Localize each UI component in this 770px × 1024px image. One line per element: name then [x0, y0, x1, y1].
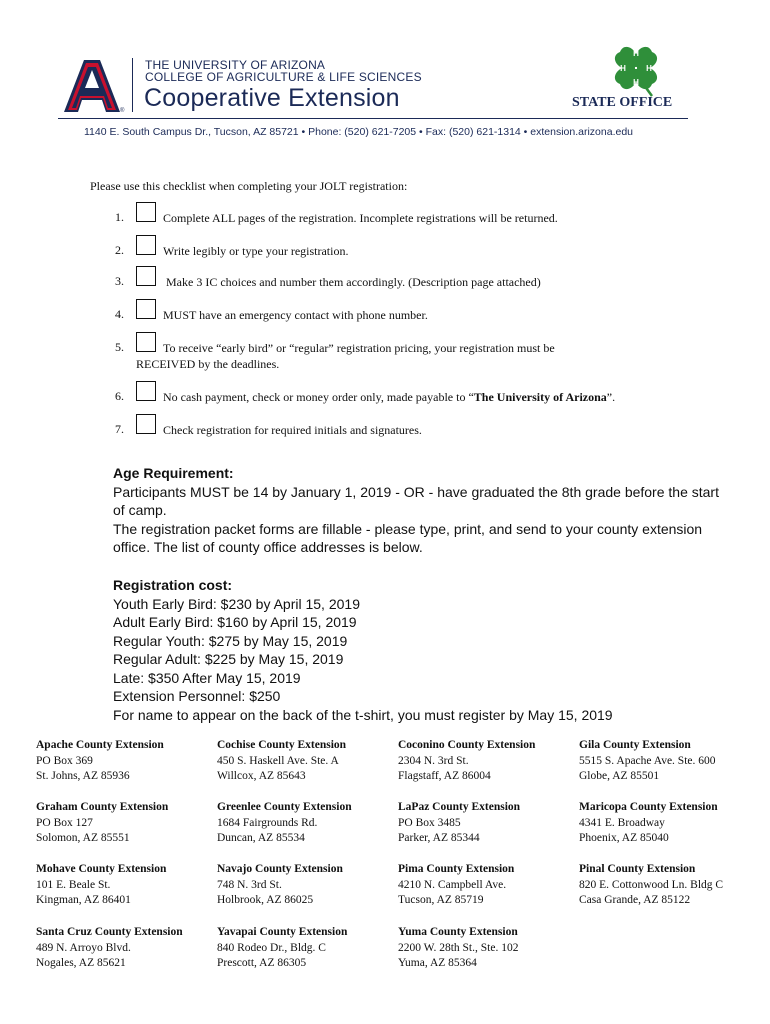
- county-office: [36, 800, 226, 847]
- county-office: [398, 925, 588, 972]
- county-office: [217, 800, 407, 847]
- county-office: [579, 738, 769, 785]
- item-number: 1.: [115, 210, 124, 224]
- county-office: [398, 738, 588, 785]
- item-number: 3.: [115, 274, 124, 288]
- clover-letter-h: H: [633, 49, 639, 58]
- registration-cost-section: [113, 576, 613, 724]
- checkbox[interactable]: [136, 381, 156, 401]
- cost-line: Regular Youth: $275 by May 15, 2019: [113, 632, 348, 649]
- county-city: Globe, AZ 85501: [579, 770, 660, 782]
- county-name: Yuma County Extension: [398, 926, 518, 938]
- payee-name: The University of Arizona: [473, 390, 607, 404]
- county-city: Tucson, AZ 85719: [398, 894, 484, 906]
- county-city: St. Johns, AZ 85936: [36, 770, 130, 782]
- checkbox[interactable]: [136, 299, 156, 319]
- county-address: 450 S. Haskell Ave. Ste. A: [217, 754, 339, 767]
- item-text: Write legibly or type your registration.: [163, 244, 349, 258]
- age-line: office. The list of county office addresses is below.: [113, 539, 423, 555]
- cost-line: Youth Early Bird: $230 by April 15, 2019: [113, 595, 360, 612]
- county-name: LaPaz County Extension: [398, 801, 521, 813]
- checklist-intro: Please use this checklist when completing your JOLT registration:: [90, 179, 408, 193]
- county-name: Apache County Extension: [36, 739, 164, 751]
- county-address: 1684 Fairgrounds Rd.: [217, 816, 318, 829]
- county-office: [398, 862, 588, 909]
- age-requirement-section: [113, 464, 719, 557]
- county-city: Solomon, AZ 85551: [36, 832, 130, 844]
- item-text: MUST have an emergency contact with phone number.: [163, 308, 428, 322]
- university-name: THE UNIVERSITY OF ARIZONA: [145, 58, 326, 72]
- county-name: Santa Cruz County Extension: [36, 926, 183, 938]
- checkbox[interactable]: [136, 266, 156, 286]
- county-address: 820 E. Cottonwood Ln. Bldg C: [579, 878, 724, 891]
- county-office: [217, 925, 407, 972]
- county-name: Cochise County Extension: [217, 739, 347, 751]
- county-city: Holbrook, AZ 86025: [217, 894, 314, 906]
- item-text: Make 3 IC choices and number them accordingly. (Description page attached): [166, 275, 541, 289]
- checkbox[interactable]: [136, 414, 156, 434]
- county-address: 101 E. Beale St.: [36, 878, 111, 891]
- county-city: Duncan, AZ 85534: [217, 832, 305, 844]
- county-name: Graham County Extension: [36, 801, 169, 813]
- county-name: Pima County Extension: [398, 863, 515, 875]
- county-name: Coconino County Extension: [398, 739, 536, 751]
- county-address: 748 N. 3rd St.: [217, 878, 282, 891]
- cost-line: For name to appear on the back of the t-shirt, you must register by May 15, 2019: [113, 706, 613, 723]
- county-name: Maricopa County Extension: [579, 801, 718, 813]
- county-name: Yavapai County Extension: [217, 926, 348, 938]
- checkbox[interactable]: [136, 202, 156, 222]
- cost-line: Regular Adult: $225 by May 15, 2019: [113, 651, 344, 667]
- county-name: Mohave County Extension: [36, 863, 167, 875]
- university-of-arizona-logo: [58, 58, 126, 114]
- checkbox[interactable]: [136, 332, 156, 352]
- item-number: 5.: [115, 340, 124, 354]
- item-number: 7.: [115, 422, 124, 436]
- county-name: Pinal County Extension: [579, 863, 696, 875]
- county-address: PO Box 127: [36, 816, 93, 829]
- checkbox[interactable]: [136, 235, 156, 255]
- cost-line: Extension Personnel: $250: [113, 688, 281, 704]
- county-city: Willcox, AZ 85643: [217, 770, 306, 782]
- county-office: [36, 862, 226, 909]
- item-text: No cash payment, check or money order only, made payable to “The University of Arizona”.: [163, 390, 616, 404]
- item-text: To receive “early bird” or “regular” registration pricing, your registration must be: [163, 341, 555, 355]
- header-divider: [132, 58, 133, 112]
- cost-line: Adult Early Bird: $160 by April 15, 2019: [113, 614, 357, 630]
- item-text: Complete ALL pages of the registration. Incomplete registrations will be returned.: [163, 211, 558, 225]
- header-rule: [58, 118, 688, 119]
- county-office: [579, 800, 769, 847]
- county-city: Nogales, AZ 85621: [36, 957, 126, 969]
- county-office: [217, 862, 407, 909]
- item-number: 6.: [115, 389, 124, 403]
- county-city: Casa Grande, AZ 85122: [579, 894, 691, 906]
- item-text: Check registration for required initials and signatures.: [163, 423, 422, 437]
- cooperative-extension-title: Cooperative Extension: [144, 84, 400, 112]
- registration-cost-heading: Registration cost:: [113, 577, 233, 593]
- cost-line: Late: $350 After May 15, 2019: [113, 669, 301, 686]
- county-office: [217, 738, 407, 785]
- age-requirement-heading: Age Requirement:: [113, 465, 234, 481]
- county-name: Gila County Extension: [579, 739, 691, 751]
- state-office-label: STATE OFFICE: [572, 95, 673, 110]
- age-line: Participants MUST be 14 by January 1, 2019 - OR - have graduated the 8th grade before the start: [113, 483, 719, 500]
- county-address: 840 Rodeo Dr., Bldg. C: [217, 941, 326, 954]
- age-line: of camp.: [113, 502, 167, 518]
- clover-letter-h: H: [620, 64, 626, 73]
- county-address: 489 N. Arroyo Blvd.: [36, 941, 131, 954]
- county-address: PO Box 369: [36, 754, 93, 767]
- county-office: [36, 925, 226, 972]
- county-city: Parker, AZ 85344: [398, 832, 480, 844]
- county-office: [579, 862, 769, 909]
- svg-text:®: ®: [120, 108, 125, 114]
- county-office: [398, 800, 588, 847]
- county-address: 4210 N. Campbell Ave.: [398, 878, 507, 891]
- age-line: The registration packet forms are fillable - please type, print, and send to your county extension: [113, 520, 703, 537]
- college-name: COLLEGE OF AGRICULTURE & LIFE SCIENCES: [145, 70, 422, 84]
- clover-letter-h: H: [646, 64, 652, 73]
- 4h-clover-icon: [608, 40, 664, 98]
- county-office: [36, 738, 226, 785]
- item-text-continued: RECEIVED by the deadlines.: [136, 357, 280, 371]
- item-number: 2.: [115, 243, 124, 257]
- county-city: Phoenix, AZ 85040: [579, 832, 669, 844]
- county-address: PO Box 3485: [398, 816, 461, 829]
- clover-letter-h: H: [633, 78, 639, 87]
- county-name: Navajo County Extension: [217, 863, 343, 875]
- item-number: 4.: [115, 307, 124, 321]
- county-address: 5515 S. Apache Ave. Ste. 600: [579, 754, 716, 767]
- office-address: 1140 E. South Campus Dr., Tucson, AZ 85721 • Phone: (520) 621-7205 • Fax: (520) 621-1314 • extension.arizona.edu: [84, 126, 634, 138]
- county-city: Kingman, AZ 86401: [36, 894, 131, 906]
- county-address: 2304 N. 3rd St.: [398, 754, 469, 767]
- county-address: 4341 E. Broadway: [579, 816, 665, 829]
- county-city: Yuma, AZ 85364: [398, 957, 477, 969]
- county-city: Prescott, AZ 86305: [217, 957, 307, 969]
- county-city: Flagstaff, AZ 86004: [398, 770, 491, 782]
- county-address: 2200 W. 28th St., Ste. 102: [398, 941, 519, 954]
- county-name: Greenlee County Extension: [217, 801, 352, 813]
